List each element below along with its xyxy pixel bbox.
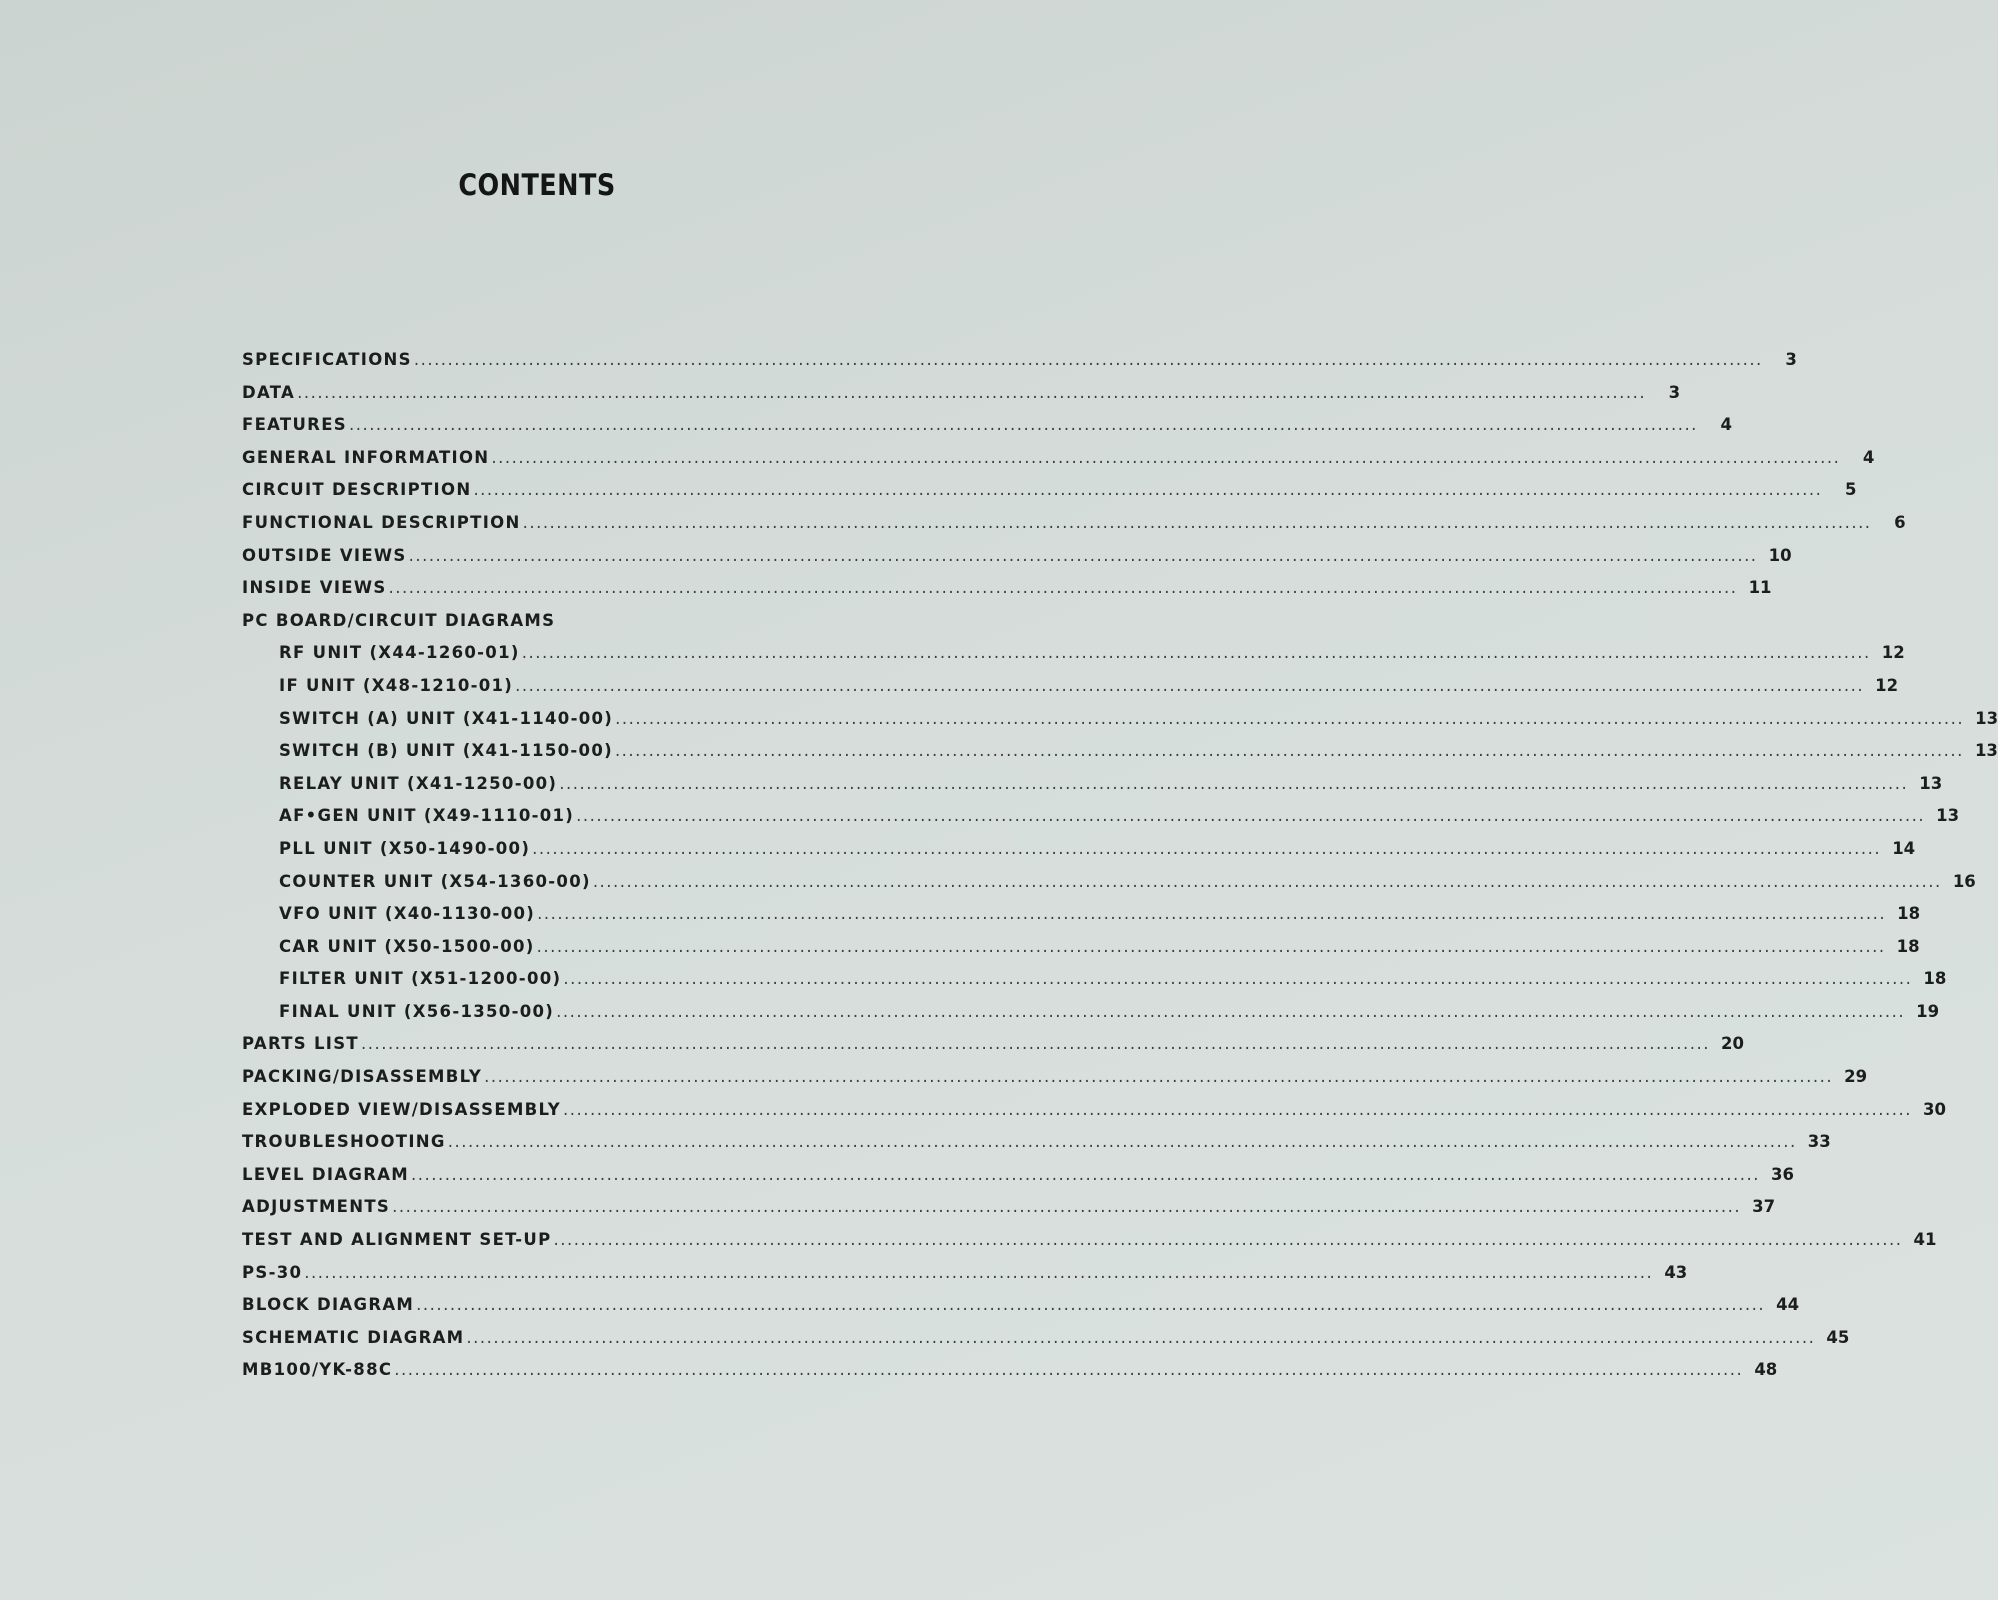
toc-entry-page: 10 [1768,545,1792,565]
toc-entry-page: 11 [1748,578,1772,598]
toc-entry-label: DATA [242,382,296,402]
toc-leader-dots: ........................................................................................................................................................................................................ [416,1295,1766,1315]
toc-entry-page: 41 [1913,1230,1937,1250]
toc-entry-label: PACKING/DISASSEMBLY [242,1067,483,1087]
table-of-contents [242,350,1998,1393]
toc-entry-label: IF UNIT (X48-1210-01) [279,675,514,695]
toc-entry [242,512,1906,546]
toc-entry-page: 18 [1896,936,1920,956]
toc-entry [242,611,844,644]
toc-leader-dots: ........................................................................................................................................................................................................ [614,741,1964,761]
toc-entry-label: TEST AND ALIGNMENT SET-UP [242,1230,552,1250]
toc-entry-label: GENERAL INFORMATION [242,447,490,467]
toc-entry [242,480,1857,513]
toc-leader-dots: ........................................................................................................................................................................................................ [563,969,1913,989]
toc-entry [242,773,1943,807]
toc-entry-label: MB100/YK-88C [242,1360,393,1380]
toc-entry [242,447,1875,481]
toc-entry-label: FILTER UNIT (X51-1200-00) [279,969,562,989]
toc-entry-page: 14 [1892,838,1916,858]
toc-entry-page: 43 [1664,1262,1688,1282]
toc-entry-label: PLL UNIT (X50-1490-00) [279,838,531,858]
toc-entry-label: RELAY UNIT (X41-1250-00) [279,773,558,793]
toc-leader-dots: ........................................................................................................................................................................................................ [304,1262,1654,1282]
toc-entry [242,969,1947,1002]
toc-entry-label: SWITCH (A) UNIT (X41-1140-00) [279,708,614,728]
toc-entry-label: FEATURES [242,415,347,435]
toc-leader-dots: ........................................................................................................................................................................................................ [408,545,1758,565]
toc-entry-label: CIRCUIT DESCRIPTION [242,480,472,500]
toc-leader-dots: ........................................................................................................................................................................................................ [484,1067,1834,1087]
toc-entry [242,1327,1850,1361]
toc-entry-page: 48 [1754,1360,1778,1380]
toc-entry [242,806,1960,839]
toc-entry-page: 5 [1844,480,1857,500]
toc-entry [242,415,1732,448]
toc-entry-page: 12 [1875,675,1899,695]
toc-leader-dots: ........................................................................................................................................................................................................ [553,1230,1903,1250]
page-title: CONTENTS [458,168,616,202]
toc-leader-dots: ........................................................................................................................................................................................................ [473,480,1823,500]
toc-entry [242,741,1998,774]
toc-entry-label: ADJUSTMENTS [242,1197,391,1217]
toc-leader-dots: ........................................................................................................................................................................................................ [537,904,1887,924]
toc-entry-label: BLOCK DIAGRAM [242,1295,415,1315]
toc-entry [242,350,1797,383]
toc-entry-page: 18 [1897,904,1921,924]
toc-entry [242,1360,1778,1393]
toc-entry-page: 44 [1776,1295,1800,1315]
toc-entry-label: SWITCH (B) UNIT (X41-1150-00) [279,741,613,761]
toc-leader-dots: ........................................................................................................................................................................................................ [592,871,1942,891]
toc-entry-label: FUNCTIONAL DESCRIPTION [242,512,521,532]
toc-entry [242,382,1681,416]
toc-entry [242,904,1921,937]
toc-entry-page: 36 [1771,1164,1795,1184]
toc-entry-label: LEVEL DIAGRAM [242,1164,410,1184]
toc-leader-dots: ........................................................................................................................................................................................................ [559,773,1909,793]
toc-entry [242,838,1916,872]
toc-entry [242,708,1998,742]
toc-leader-dots: ........................................................................................................................................................................................................ [348,415,1698,435]
toc-leader-dots: ........................................................................................................................................................................................................ [532,838,1882,858]
toc-entry-label: SCHEMATIC DIAGRAM [242,1327,465,1347]
toc-entry-page: 30 [1923,1099,1947,1119]
toc-entry-label: TROUBLESHOOTING [242,1132,446,1152]
toc-entry-page: 4 [1862,447,1875,467]
toc-leader-dots: ........................................................................................................................................................................................................ [447,1132,1797,1152]
toc-entry [242,1164,1795,1198]
toc-entry [242,1262,1688,1296]
toc-entry-label: INSIDE VIEWS [242,578,387,598]
toc-entry-label: PS-30 [242,1262,303,1282]
toc-entry-label: RF UNIT (X44-1260-01) [279,643,520,663]
toc-entry [242,1230,1937,1263]
toc-entry-page: 13 [1975,708,1998,728]
toc-entry-page: 37 [1752,1197,1776,1217]
toc-leader-dots: ........................................................................................................................................................................................................ [556,1001,1906,1021]
toc-entry-label: AF•GEN UNIT (X49-1110-01) [279,806,575,826]
toc-leader-dots: ........................................................................................................................................................................................................ [536,936,1886,956]
toc-entry-page: 3 [1785,350,1797,369]
toc-entry-page: 18 [1923,969,1947,989]
toc-entry-page: 13 [1936,806,1960,826]
toc-entry-label: EXPLODED VIEW/DISASSEMBLY [242,1099,562,1119]
toc-leader-dots: ........................................................................................................................................................................................................ [394,1360,1744,1380]
toc-entry-page: 16 [1952,871,1976,891]
toc-entry-label: SPECIFICATIONS [242,350,412,369]
toc-entry [242,871,1976,905]
toc-entry-page: 19 [1916,1001,1940,1021]
toc-entry [242,1034,1744,1067]
toc-entry [242,1132,1831,1165]
toc-entry-page: 13 [1919,773,1943,793]
toc-entry [242,1197,1776,1230]
toc-entry-page: 13 [1974,741,1998,761]
toc-leader-dots: ........................................................................................................................................................................................................ [388,578,1738,598]
toc-entry-label: CAR UNIT (X50-1500-00) [279,936,535,956]
toc-leader-dots: ........................................................................................................................................................................................................ [361,1034,1710,1054]
toc-entry [242,1099,1947,1133]
toc-entry-label: PC BOARD/CIRCUIT DIAGRAMS [242,610,556,630]
toc-leader-dots: ........................................................................................................................................................................................................ [615,708,1965,728]
toc-leader-dots: ........................................................................................................................................................................................................ [563,1099,1913,1119]
toc-entry-page: 3 [1668,382,1681,402]
toc-leader-dots: ........................................................................................................................................................................................................ [522,512,1872,532]
toc-entry-label: FINAL UNIT (X56-1350-00) [279,1001,555,1021]
toc-entry-page: 29 [1844,1067,1868,1087]
toc-entry-label: PARTS LIST [242,1034,359,1054]
toc-leader-dots: ........................................................................................................................................................................................................ [466,1327,1816,1347]
toc-leader-dots: ........................................................................................................................................................................................................ [411,1164,1761,1184]
toc-entry [242,675,1899,709]
toc-entry-page: 33 [1807,1132,1831,1152]
toc-entry-page: 6 [1894,512,1906,532]
toc-entry [242,936,1920,970]
toc-entry [242,578,1772,611]
toc-leader-dots: ........................................................................................................................................................................................................ [392,1197,1742,1217]
toc-entry-page: 20 [1721,1034,1744,1054]
toc-entry [242,1001,1940,1035]
toc-entry-page: 12 [1881,643,1905,663]
toc-leader-dots: ........................................................................................................................................................................................................ [413,350,1763,369]
toc-entry [242,1295,1800,1328]
toc-leader-dots: ........................................................................................................................................................................................................ [576,806,1926,826]
toc-entry [242,1067,1868,1100]
toc-entry-label: VFO UNIT (X40-1130-00) [279,904,536,924]
toc-leader-dots: ........................................................................................................................................................................................................ [491,447,1841,467]
toc-leader-dots: ........................................................................................................................................................................................................ [297,382,1647,402]
toc-entry-page: 45 [1826,1327,1850,1347]
toc-entry-page: 4 [1720,415,1732,435]
toc-leader-dots: ........................................................................................................................................................................................................ [515,675,1865,695]
toc-entry-label: COUNTER UNIT (X54-1360-00) [279,871,591,891]
toc-leader-dots: ........................................................................................................................................................................................................ [521,643,1871,663]
toc-entry [242,643,1905,676]
toc-entry [242,545,1792,579]
toc-entry-label: OUTSIDE VIEWS [242,545,407,565]
